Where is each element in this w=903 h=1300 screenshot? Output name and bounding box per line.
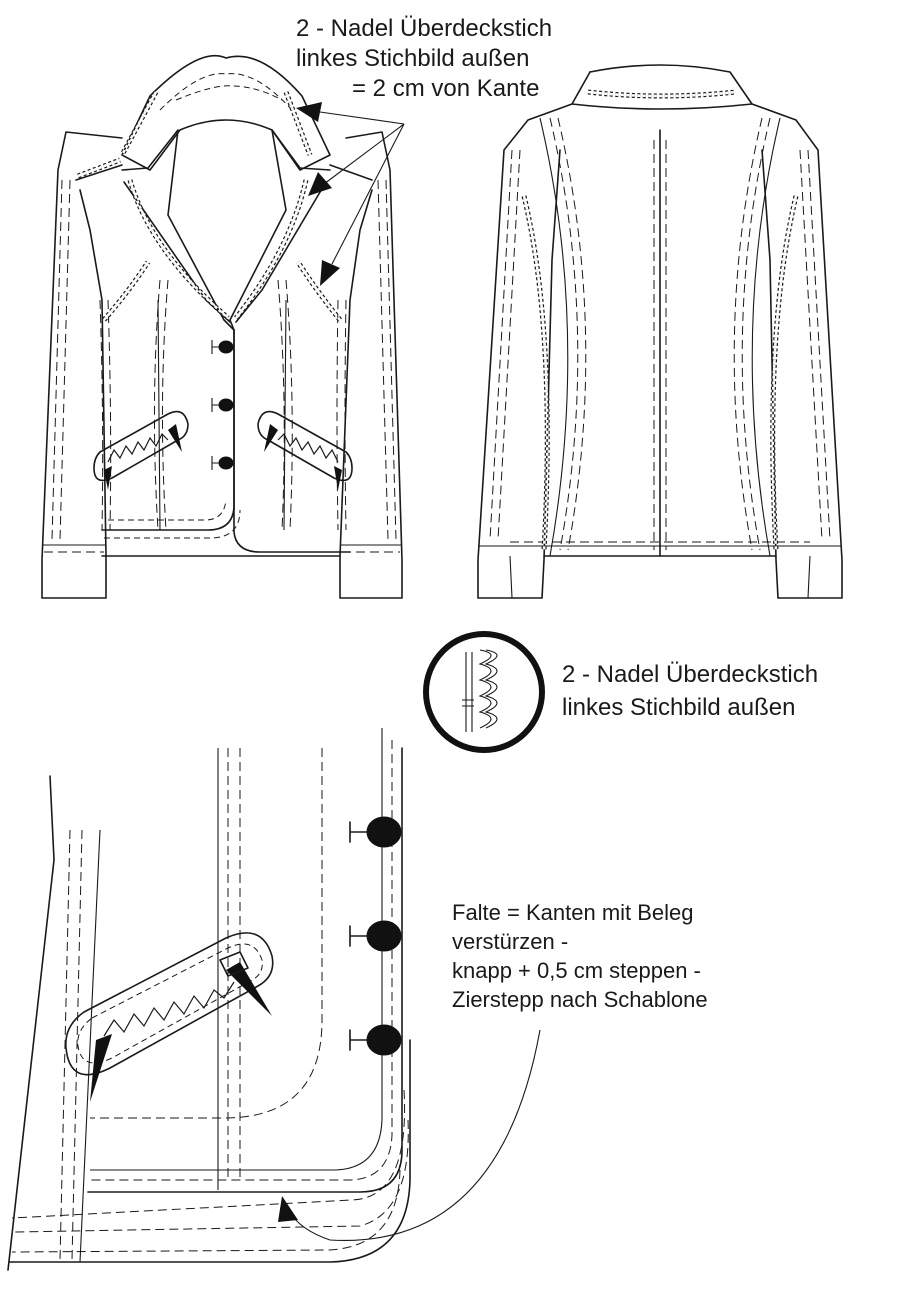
legend-annotation-line-2: linkes Stichbild außen: [562, 694, 796, 721]
button-icon: [219, 457, 233, 469]
detail-annotation-line-2: verstürzen -: [452, 929, 569, 954]
stitch-legend-symbol: [426, 634, 542, 750]
legend-annotation-line-1: 2 - Nadel Überdeckstich: [562, 661, 819, 688]
legend-annotation: [562, 658, 818, 724]
button-icon: [219, 399, 233, 411]
detail-annotation-line-1: Falte = Kanten mit Beleg: [452, 900, 694, 925]
jacket-back-view: [478, 65, 842, 598]
button-icon: [219, 341, 233, 353]
detail-buttons: [350, 817, 401, 1055]
top-annotation-line-1: 2 - Nadel Überdeckstich: [296, 15, 553, 42]
button-icon: [367, 1025, 401, 1055]
top-annotation-line-2: linkes Stichbild außen: [296, 45, 530, 72]
front-coverstitch-lines: [78, 92, 340, 320]
button-icon: [367, 921, 401, 951]
button-icon: [367, 817, 401, 847]
top-annotation-line-3: = 2 cm von Kante: [352, 75, 540, 102]
detail-pocket-flap: [66, 933, 273, 1102]
detail-annotation-line-3: knapp + 0,5 cm steppen -: [452, 958, 701, 983]
front-buttons: [212, 340, 233, 470]
top-annotation: [296, 14, 552, 104]
detail-annotation: [452, 898, 708, 1014]
front-pocket-flaps: [94, 412, 352, 490]
detail-annotation-line-4: Zierstepp nach Schablone: [452, 987, 708, 1012]
jacket-front-view: [42, 56, 404, 598]
